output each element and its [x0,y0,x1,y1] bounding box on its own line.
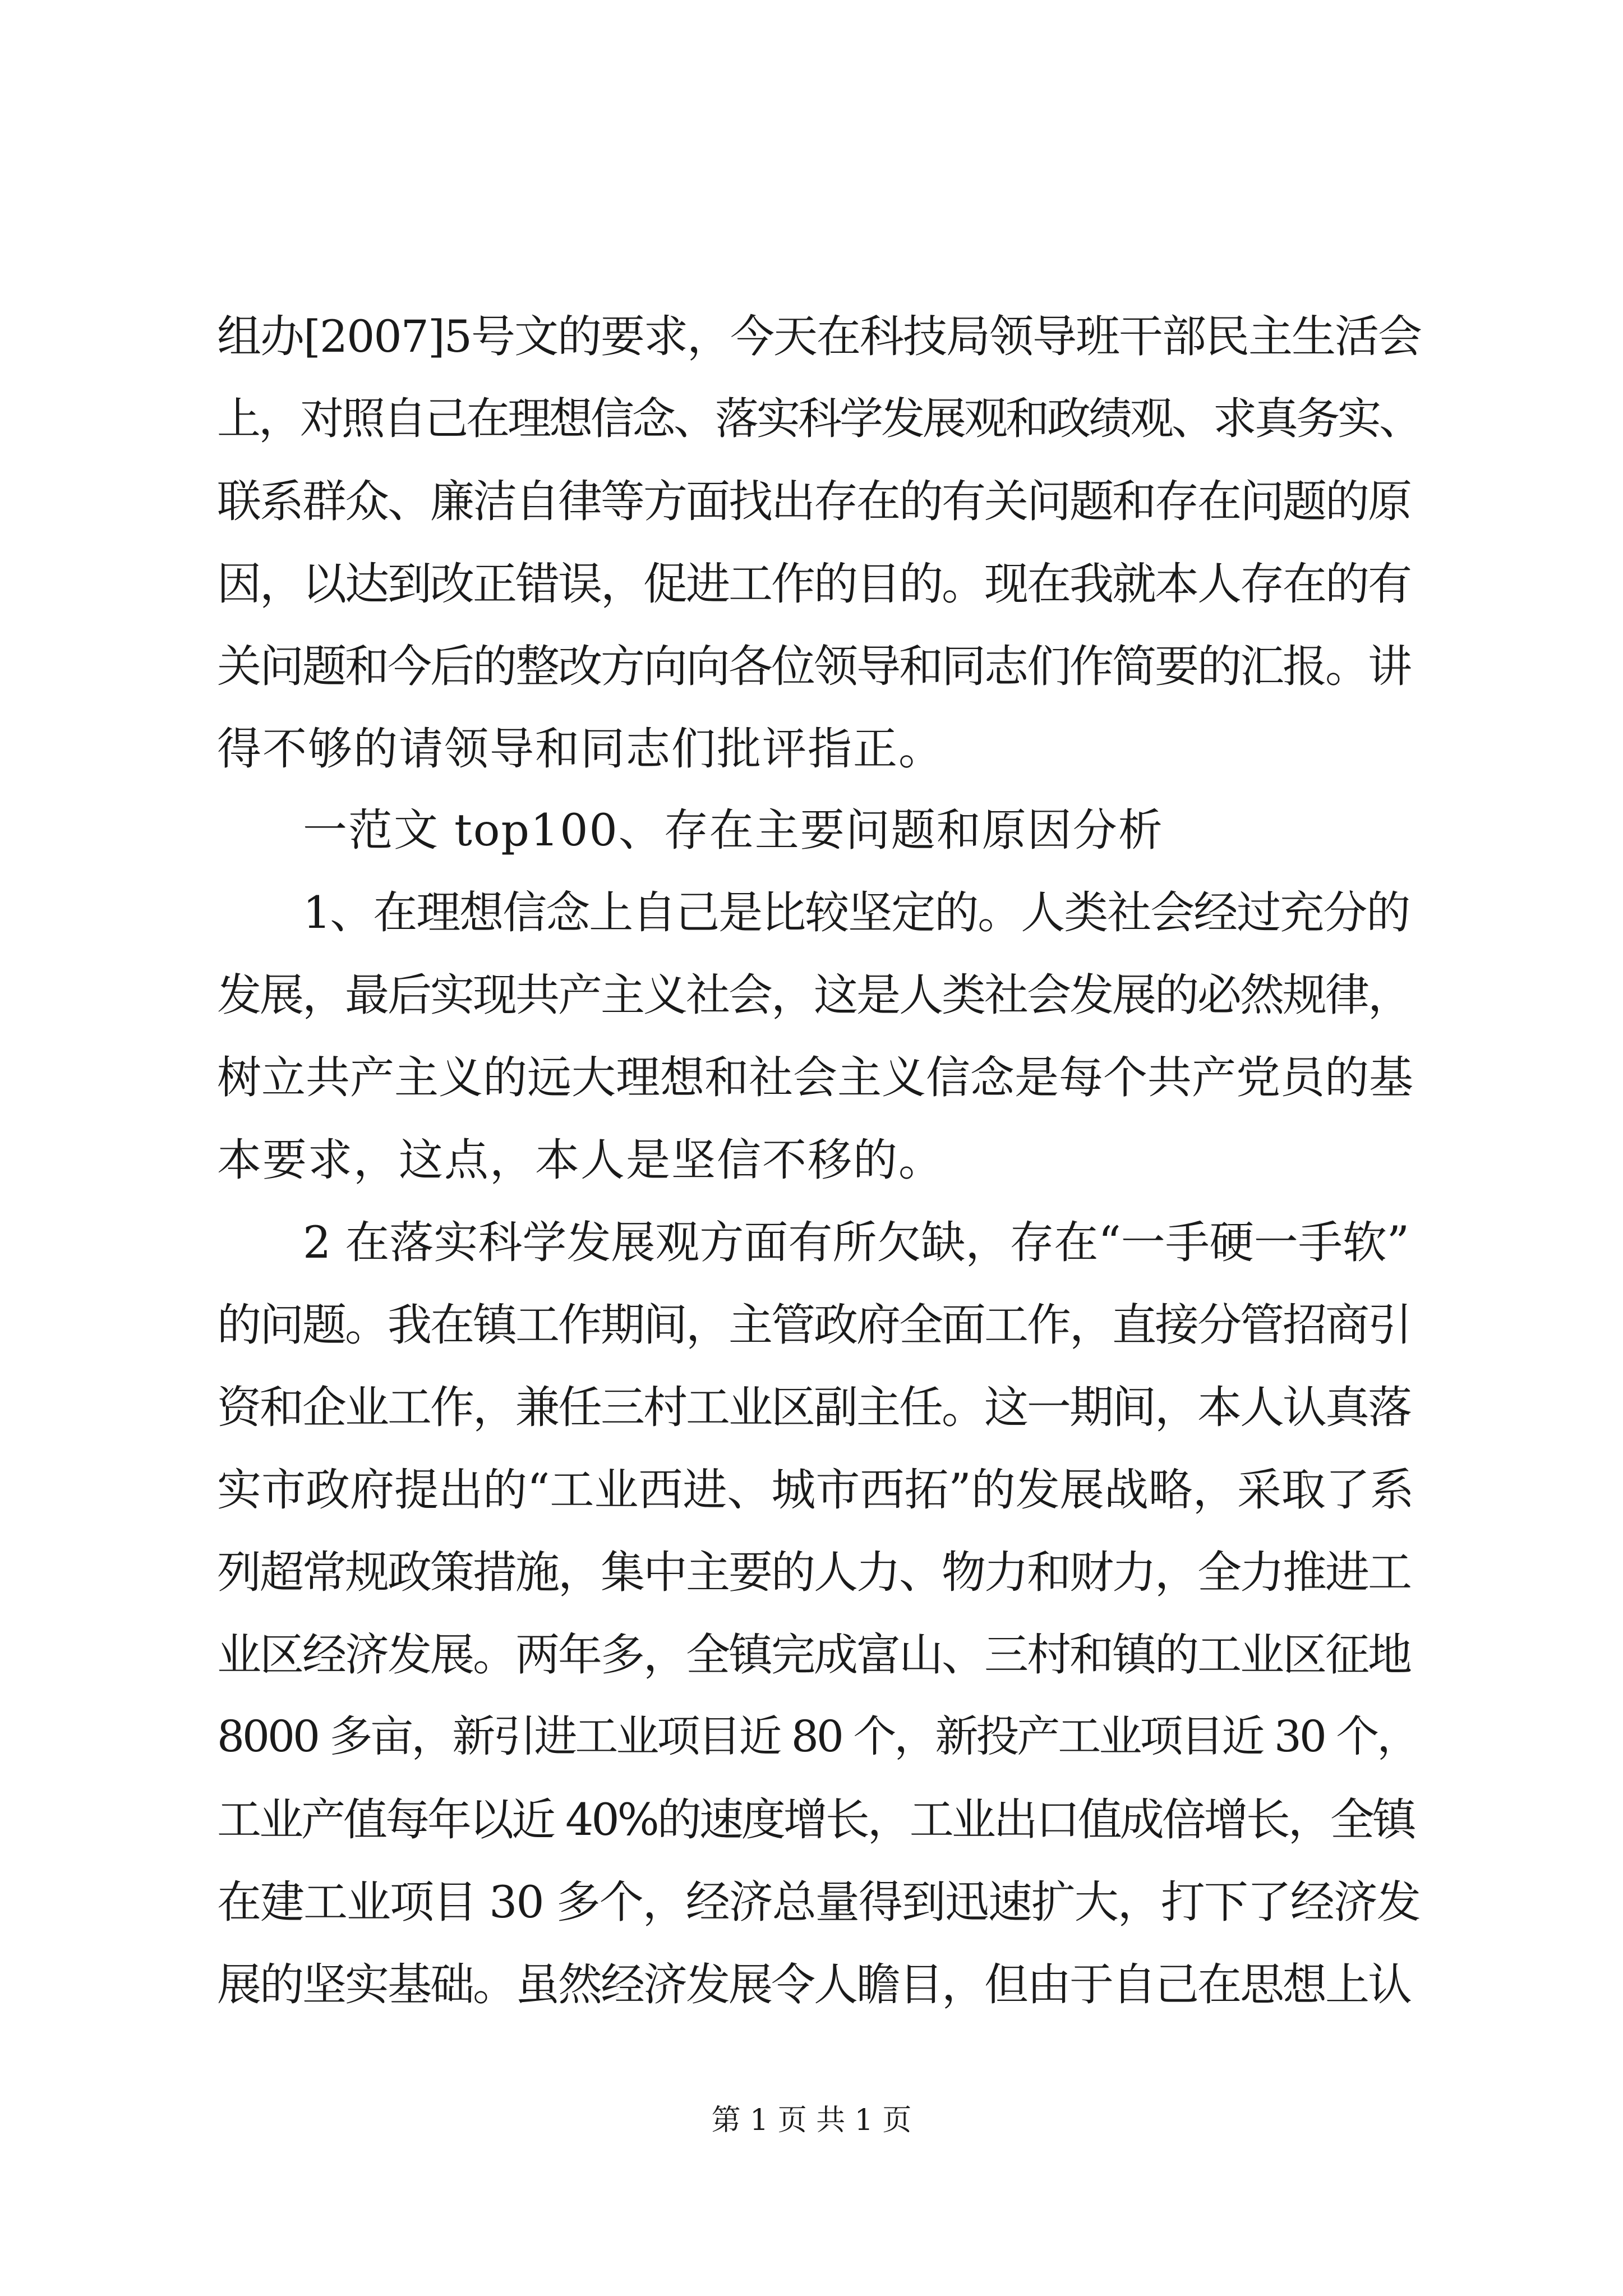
body-text-line: 本要求，这点，本人是坚信不移的。 [217,1134,944,1186]
body-text-line: 列超常规政策措施，集中主要的人力、物力和财力，全力推进工 [217,1547,1410,1598]
body-text-line: 在建工业项目 30 多个，经济总量得到迅速扩大，打下了经济发 [217,1876,1420,1928]
body-text-line: 联系群众、廉洁自律等方面找出存在的有关问题和存在问题的原 [217,476,1410,527]
section-heading: 一范文 top100、存在主要问题和原因分析 [303,804,1164,856]
body-text-line: 资和企业工作，兼任三村工业区副主任。这一期间，本人认真落 [217,1382,1410,1433]
body-text-line: 上，对照自己在理想信念、落实科学发展观和政绩观、求真务实、 [217,394,1421,444]
body-text-line: 工业产值每年以近 40%的速度增长，工业出口值成倍增长，全镇 [217,1794,1414,1846]
body-text-line: 得不够的请领导和同志们批评指正。 [217,723,944,775]
body-text-line: 发展，最后实现共产主义社会，这是人类社会发展的必然规律， [217,969,1410,1021]
body-text-line: 8000 多亩，新引进工业项目近 80 个，新投产工业项目近 30 个， [217,1712,1418,1762]
body-text-line: 业区经济发展。两年多，全镇完成富山、三村和镇的工业区征地 [217,1629,1410,1681]
page-footer: 第 1 页 共 1 页 [711,2104,912,2137]
paragraph-first-line: 2 在落实科学发展观方面有所欠缺，存在“一手硬一手软” [303,1217,1410,1268]
body-text-line: 树立共产主义的远大理想和社会主义信念是每个共产党员的基 [217,1052,1413,1103]
body-text-line: 实市政府提出的“工业西进、城市西拓”的发展战略，采取了系 [217,1464,1414,1516]
body-text-line: 因，以达到改正错误，促进工作的目的。现在我就本人存在的有 [217,558,1410,610]
body-text-line: 的问题。我在镇工作期间，主管政府全面工作，直接分管招商引 [217,1299,1410,1351]
body-text-line: 组办[2007]5号文的要求，今天在科技局领导班干部民主生活会 [217,311,1421,362]
paragraph-first-line: 1、在理想信念上自己是比较坚定的。人类社会经过充分的 [303,887,1410,938]
body-text-line: 关问题和今后的整改方向向各位领导和同志们作简要的汇报。讲 [217,641,1410,692]
body-text-line: 展的坚实基础。虽然经济发展令人瞻目，但由于自己在思想上认 [217,1959,1410,2010]
